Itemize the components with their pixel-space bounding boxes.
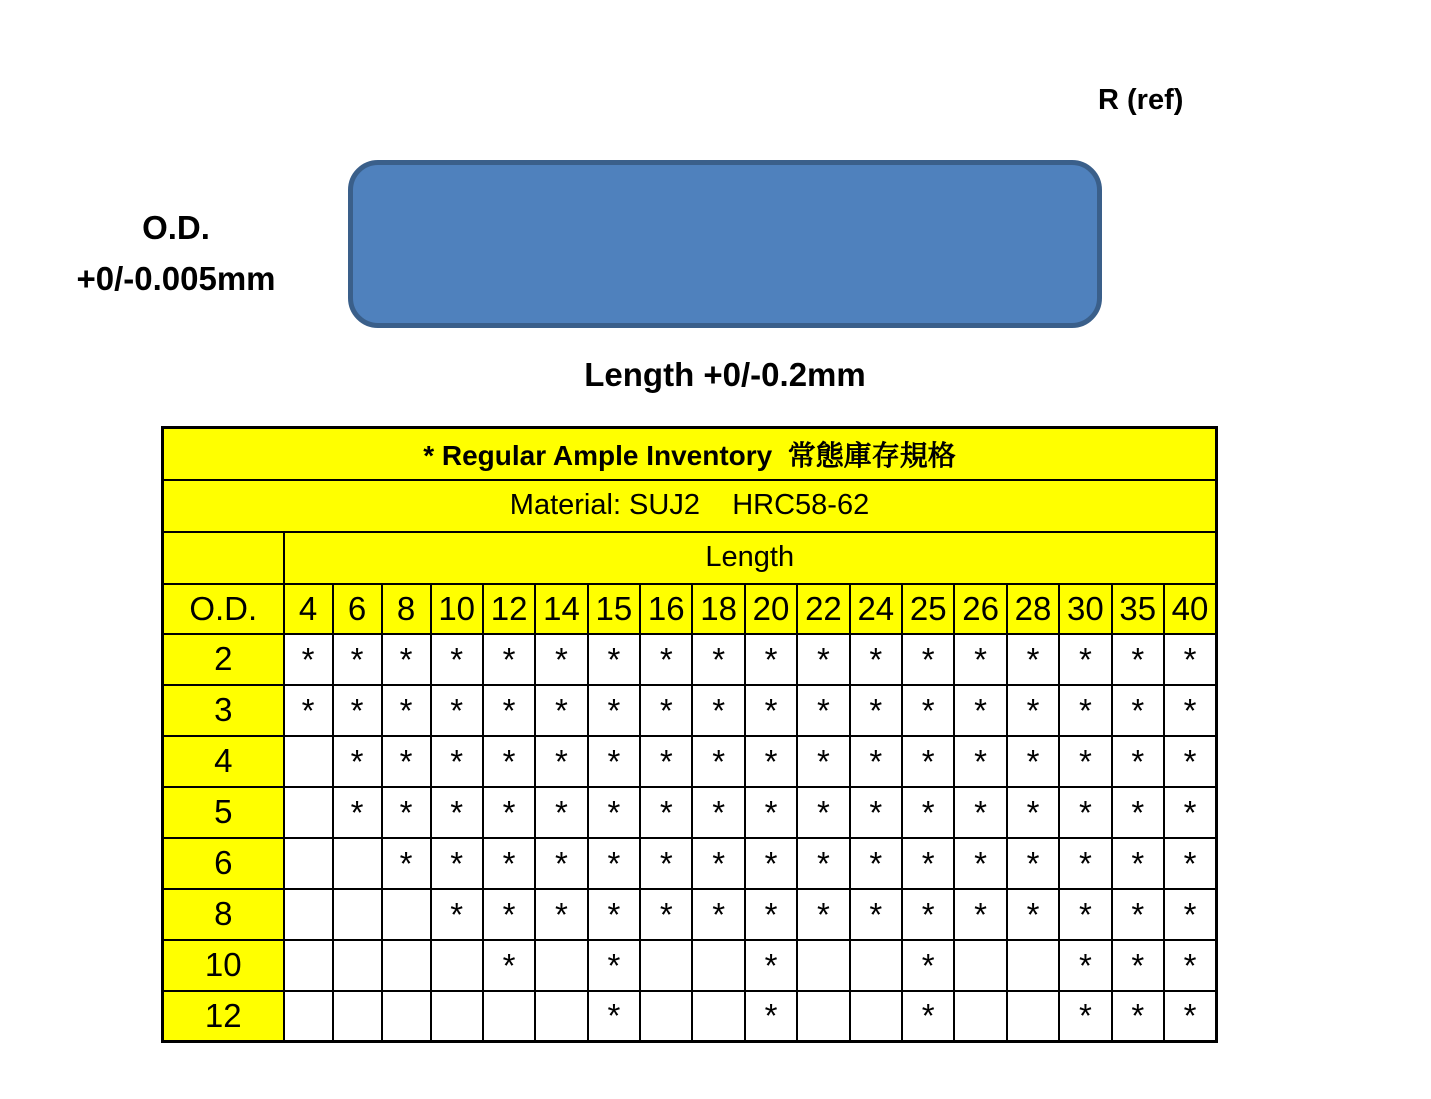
availability-cell: [640, 940, 692, 991]
availability-cell: *: [1164, 991, 1217, 1042]
availability-cell: *: [1007, 889, 1059, 940]
availability-cell: *: [1059, 889, 1111, 940]
availability-cell: [284, 991, 333, 1042]
availability-cell: *: [1112, 685, 1164, 736]
availability-cell: *: [745, 940, 797, 991]
availability-cell: *: [745, 889, 797, 940]
od-tolerance-line1: O.D.: [142, 209, 210, 246]
od-tolerance-line2: +0/-0.005mm: [76, 260, 276, 298]
availability-cell: *: [1164, 838, 1217, 889]
length-column-header: 40: [1164, 584, 1217, 634]
availability-cell: *: [382, 634, 431, 685]
availability-cell: *: [797, 889, 849, 940]
availability-cell: [382, 940, 431, 991]
availability-cell: *: [640, 634, 692, 685]
availability-cell: *: [954, 634, 1006, 685]
length-column-header: 24: [850, 584, 902, 634]
availability-cell: [333, 838, 382, 889]
availability-cell: *: [640, 838, 692, 889]
availability-cell: *: [333, 634, 382, 685]
availability-cell: *: [588, 940, 640, 991]
availability-cell: *: [1112, 634, 1164, 685]
availability-cell: *: [745, 685, 797, 736]
availability-cell: *: [1059, 736, 1111, 787]
availability-cell: *: [640, 685, 692, 736]
availability-cell: *: [1112, 787, 1164, 838]
availability-cell: *: [1164, 685, 1217, 736]
table-title-row: [163, 428, 1217, 480]
availability-cell: *: [284, 685, 333, 736]
availability-cell: *: [797, 787, 849, 838]
availability-cell: *: [902, 634, 954, 685]
length-column-header: 14: [535, 584, 587, 634]
availability-cell: [954, 940, 1006, 991]
availability-cell: *: [382, 787, 431, 838]
availability-cell: [284, 889, 333, 940]
availability-cell: *: [1059, 940, 1111, 991]
availability-cell: *: [902, 940, 954, 991]
table-row: [163, 940, 1217, 991]
availability-cell: *: [954, 787, 1006, 838]
availability-cell: *: [902, 736, 954, 787]
availability-cell: *: [483, 685, 535, 736]
availability-cell: *: [850, 838, 902, 889]
availability-cell: *: [902, 787, 954, 838]
availability-cell: [284, 838, 333, 889]
availability-cell: [431, 991, 483, 1042]
availability-cell: *: [640, 736, 692, 787]
table-title: * Regular Ample Inventory 常態庫存規格: [163, 428, 1217, 480]
availability-cell: *: [483, 634, 535, 685]
availability-cell: *: [692, 736, 744, 787]
pin-diagram-shape: [348, 160, 1102, 328]
availability-cell: [333, 940, 382, 991]
availability-cell: *: [1007, 685, 1059, 736]
availability-cell: *: [535, 838, 587, 889]
availability-cell: *: [431, 787, 483, 838]
availability-cell: *: [382, 838, 431, 889]
availability-cell: [284, 940, 333, 991]
availability-cell: *: [588, 634, 640, 685]
availability-cell: *: [588, 838, 640, 889]
availability-cell: *: [1059, 634, 1111, 685]
length-column-header: 20: [745, 584, 797, 634]
length-column-header: 16: [640, 584, 692, 634]
length-column-header: 30: [1059, 584, 1111, 634]
availability-cell: *: [483, 736, 535, 787]
table-row: [163, 838, 1217, 889]
availability-cell: *: [797, 736, 849, 787]
availability-cell: *: [535, 787, 587, 838]
availability-cell: *: [797, 685, 849, 736]
od-value-cell: 6: [163, 838, 284, 889]
availability-cell: *: [284, 634, 333, 685]
availability-cell: [284, 787, 333, 838]
availability-cell: *: [382, 685, 431, 736]
availability-cell: *: [535, 634, 587, 685]
availability-cell: *: [431, 889, 483, 940]
length-column-header: 26: [954, 584, 1006, 634]
table-row: [163, 736, 1217, 787]
availability-cell: *: [954, 736, 1006, 787]
availability-cell: *: [1059, 787, 1111, 838]
length-column-header: 8: [382, 584, 431, 634]
inventory-table: [161, 426, 1218, 1043]
length-column-header: 10: [431, 584, 483, 634]
availability-cell: *: [640, 787, 692, 838]
table-row: [163, 889, 1217, 940]
table-body: [163, 634, 1217, 1042]
availability-cell: *: [1007, 838, 1059, 889]
availability-cell: *: [902, 685, 954, 736]
availability-cell: *: [1059, 838, 1111, 889]
availability-cell: *: [692, 634, 744, 685]
availability-cell: [797, 991, 849, 1042]
table-row: [163, 634, 1217, 685]
availability-cell: *: [588, 685, 640, 736]
length-group-row: [163, 532, 1217, 584]
availability-cell: *: [483, 940, 535, 991]
availability-cell: [954, 991, 1006, 1042]
availability-cell: *: [850, 634, 902, 685]
length-column-header: 6: [333, 584, 382, 634]
availability-cell: *: [1112, 838, 1164, 889]
availability-cell: *: [483, 889, 535, 940]
availability-cell: *: [692, 787, 744, 838]
availability-cell: [382, 991, 431, 1042]
length-column-header: 25: [902, 584, 954, 634]
od-value-cell: 3: [163, 685, 284, 736]
length-column-header: 4: [284, 584, 333, 634]
availability-cell: [535, 991, 587, 1042]
availability-cell: [333, 991, 382, 1042]
availability-cell: *: [431, 685, 483, 736]
table-row: [163, 787, 1217, 838]
availability-cell: *: [902, 991, 954, 1042]
availability-cell: *: [692, 889, 744, 940]
availability-cell: *: [1164, 889, 1217, 940]
availability-cell: *: [902, 889, 954, 940]
availability-cell: [1007, 940, 1059, 991]
availability-cell: *: [431, 736, 483, 787]
availability-cell: *: [692, 685, 744, 736]
length-tolerance-label: Length +0/-0.2mm: [584, 356, 866, 393]
availability-cell: *: [850, 736, 902, 787]
od-value-cell: 8: [163, 889, 284, 940]
availability-cell: [284, 736, 333, 787]
availability-cell: [333, 889, 382, 940]
availability-cell: *: [588, 991, 640, 1042]
od-tolerance-label: [20, 202, 332, 304]
availability-cell: *: [483, 787, 535, 838]
length-column-header: 35: [1112, 584, 1164, 634]
availability-cell: [535, 940, 587, 991]
availability-cell: *: [588, 736, 640, 787]
length-column-header: 28: [1007, 584, 1059, 634]
availability-cell: *: [1059, 685, 1111, 736]
availability-cell: [850, 991, 902, 1042]
availability-cell: *: [1164, 634, 1217, 685]
availability-cell: *: [535, 685, 587, 736]
od-value-cell: 12: [163, 991, 284, 1042]
availability-cell: *: [382, 736, 431, 787]
availability-cell: *: [745, 991, 797, 1042]
availability-cell: *: [1007, 634, 1059, 685]
availability-cell: *: [1112, 940, 1164, 991]
length-column-header: 15: [588, 584, 640, 634]
availability-cell: *: [431, 838, 483, 889]
availability-cell: [692, 991, 744, 1042]
availability-cell: *: [1164, 736, 1217, 787]
availability-cell: [382, 889, 431, 940]
availability-cell: *: [850, 685, 902, 736]
availability-cell: *: [483, 838, 535, 889]
material-spec: Material: SUJ2 HRC58-62: [163, 480, 1217, 532]
availability-cell: *: [850, 787, 902, 838]
availability-cell: *: [588, 787, 640, 838]
availability-cell: *: [333, 685, 382, 736]
availability-cell: *: [692, 838, 744, 889]
column-header-row: [163, 584, 1217, 634]
corner-blank-cell: [163, 532, 284, 584]
availability-cell: *: [745, 838, 797, 889]
availability-cell: [797, 940, 849, 991]
availability-cell: [692, 940, 744, 991]
availability-cell: *: [535, 889, 587, 940]
availability-cell: *: [333, 736, 382, 787]
availability-cell: *: [588, 889, 640, 940]
availability-cell: *: [745, 736, 797, 787]
od-value-cell: 10: [163, 940, 284, 991]
radius-ref-label: R (ref): [1098, 84, 1184, 116]
availability-cell: *: [333, 787, 382, 838]
od-value-cell: 5: [163, 787, 284, 838]
availability-cell: *: [1007, 787, 1059, 838]
availability-cell: [640, 991, 692, 1042]
availability-cell: *: [1112, 991, 1164, 1042]
length-column-header: 18: [692, 584, 744, 634]
table-row: [163, 991, 1217, 1042]
availability-cell: *: [431, 634, 483, 685]
material-row: [163, 480, 1217, 532]
availability-cell: *: [954, 889, 1006, 940]
table-row: [163, 685, 1217, 736]
availability-cell: *: [1112, 889, 1164, 940]
availability-cell: [1007, 991, 1059, 1042]
availability-cell: *: [954, 685, 1006, 736]
availability-cell: *: [1164, 940, 1217, 991]
availability-cell: *: [640, 889, 692, 940]
availability-cell: *: [954, 838, 1006, 889]
availability-cell: *: [535, 736, 587, 787]
availability-cell: [850, 940, 902, 991]
availability-cell: *: [797, 634, 849, 685]
availability-cell: *: [1112, 736, 1164, 787]
availability-cell: [431, 940, 483, 991]
availability-cell: *: [1059, 991, 1111, 1042]
availability-cell: *: [1164, 787, 1217, 838]
availability-cell: *: [745, 634, 797, 685]
od-value-cell: 4: [163, 736, 284, 787]
availability-cell: *: [1007, 736, 1059, 787]
availability-cell: [483, 991, 535, 1042]
od-value-cell: 2: [163, 634, 284, 685]
length-group-header: Length: [284, 532, 1217, 584]
availability-cell: *: [797, 838, 849, 889]
length-column-header: 12: [483, 584, 535, 634]
availability-cell: *: [850, 889, 902, 940]
od-header: O.D.: [163, 584, 284, 634]
availability-cell: *: [902, 838, 954, 889]
availability-cell: *: [745, 787, 797, 838]
length-column-header: 22: [797, 584, 849, 634]
